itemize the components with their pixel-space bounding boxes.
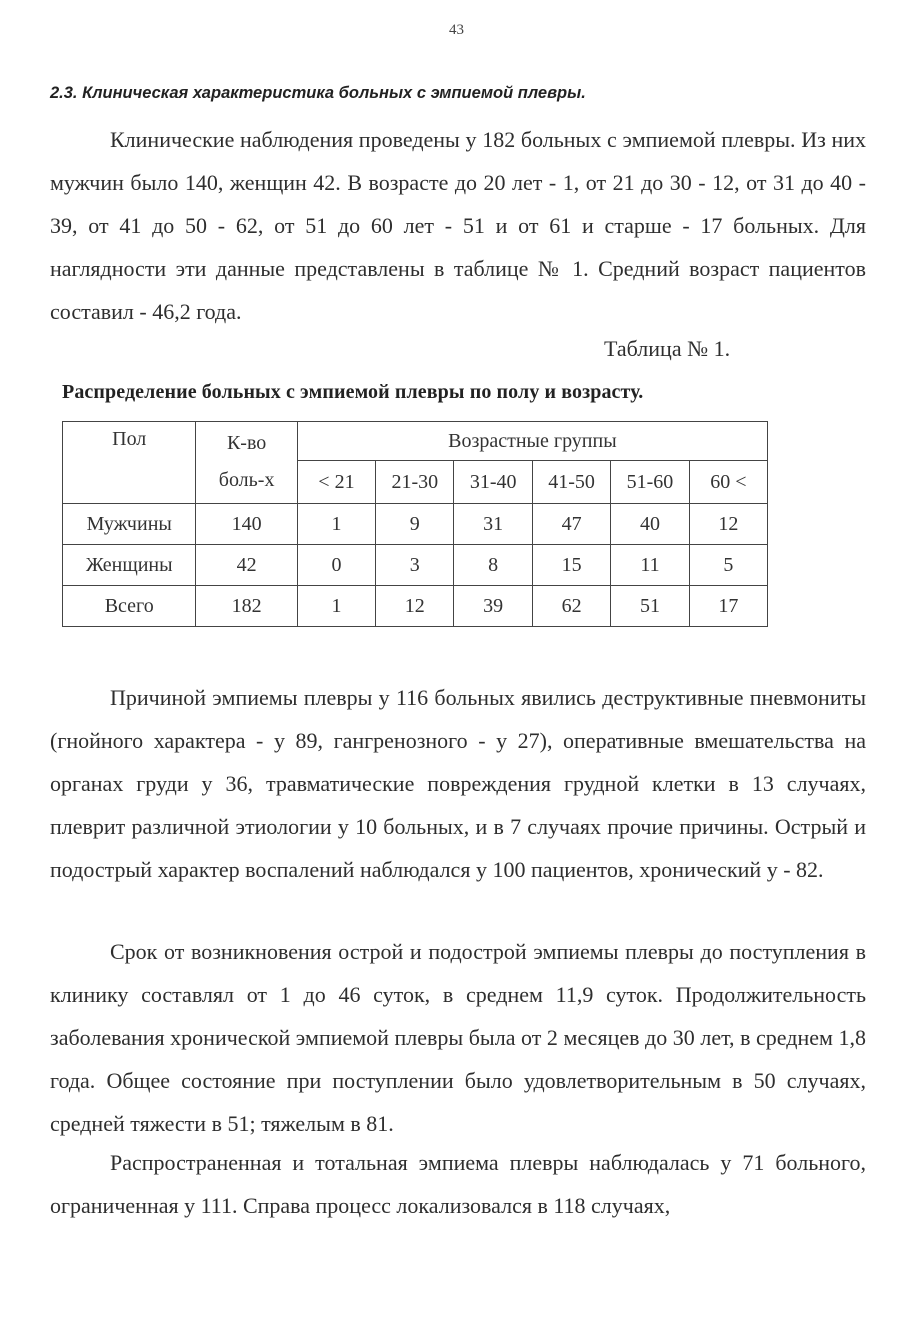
table-row xyxy=(63,504,768,545)
row-total: 42 xyxy=(196,545,297,586)
cell-value: 8 xyxy=(454,545,532,586)
table-row xyxy=(63,545,768,586)
cell-value: 62 xyxy=(532,586,610,627)
cell-value: 0 xyxy=(297,545,375,586)
header-count xyxy=(196,422,297,504)
cell-value: 40 xyxy=(611,504,689,545)
cell-value: 39 xyxy=(454,586,532,627)
row-total: 140 xyxy=(196,504,297,545)
header-group-under-21: < 21 xyxy=(297,461,375,504)
table-header-row xyxy=(63,422,768,461)
row-label: Всего xyxy=(63,586,196,627)
cell-value: 9 xyxy=(376,504,454,545)
paragraph-localization: Распространенная и тотальная эмпиема плевры наблюдалась у 71 больного, ограниченная у 111. Справа процесс локализовался в 118 случаях, xyxy=(50,1150,866,1218)
header-count-line1: К-во xyxy=(226,432,267,454)
table-caption: Таблица № 1. xyxy=(604,336,731,361)
cell-value: 1 xyxy=(297,504,375,545)
cell-value: 5 xyxy=(689,545,767,586)
header-sex: Пол xyxy=(63,422,196,504)
cell-value: 1 xyxy=(297,586,375,627)
header-age-groups: Возрастные группы xyxy=(297,422,767,461)
cell-value: 47 xyxy=(532,504,610,545)
header-group-41-50: 41-50 xyxy=(532,461,610,504)
paragraph-duration: Срок от возникновения острой и подострой эмпиемы плевры до поступления в клинику составлял от 1 до 46 суток, в среднем 11,9 суток. Продолжительность заболевания хронической эмпиемой плевры была от 2 месяцев до 30 лет, в среднем 1,8 года. Общее состояние при поступлении было удовлетворительным в 50 случаях, средней тяжести в 51; тяжелым в 81. xyxy=(50,939,866,1136)
header-count-line2: боль-х xyxy=(218,469,275,491)
cell-value: 31 xyxy=(454,504,532,545)
cell-value: 11 xyxy=(611,545,689,586)
section-heading: 2.3. Клиническая характеристика больных с эмпиемой плевры. xyxy=(50,84,586,102)
header-group-over-60: 60 < xyxy=(689,461,767,504)
row-label: Мужчины xyxy=(63,504,196,545)
cell-value: 17 xyxy=(689,586,767,627)
cell-value: 3 xyxy=(376,545,454,586)
paragraph-causes: Причиной эмпиемы плевры у 116 больных явились деструктивные пневмониты (гнойного характера - у 89, гангренозного - у 27), оперативные вмешательства на органах груди у 36, травматические повреждения грудной клетки в 13 случаях, плеврит различной этиологии у 10 больных, и в 7 случаях прочие причины. Острый и подострый характер воспалений наблюдался у 100 пациентов, хронический у - 82. xyxy=(50,685,866,882)
row-total: 182 xyxy=(196,586,297,627)
cell-value: 15 xyxy=(532,545,610,586)
table-row xyxy=(63,586,768,627)
cell-value: 51 xyxy=(611,586,689,627)
cell-value: 12 xyxy=(376,586,454,627)
table-title: Распределение больных с эмпиемой плевры по полу и возрасту. xyxy=(62,381,644,403)
paragraph-patients-overview: Клинические наблюдения проведены у 182 больных с эмпиемой плевры. Из них мужчин было 140, женщин 42. В возрасте до 20 лет - 1, от 21 до 30 - 12, от 31 до 40 - 39, от 41 до 50 - 62, от 51 до 60 лет - 51 и от 61 и старше - 17 больных. Для наглядности эти данные представлены в таблице № 1. Средний возраст пациентов составил - 46,2 года. xyxy=(50,127,866,324)
header-group-21-30: 21-30 xyxy=(376,461,454,504)
page-number: 43 xyxy=(449,22,464,38)
patient-distribution-table xyxy=(62,421,768,627)
header-group-51-60: 51-60 xyxy=(611,461,689,504)
cell-value: 12 xyxy=(689,504,767,545)
row-label: Женщины xyxy=(63,545,196,586)
header-group-31-40: 31-40 xyxy=(454,461,532,504)
